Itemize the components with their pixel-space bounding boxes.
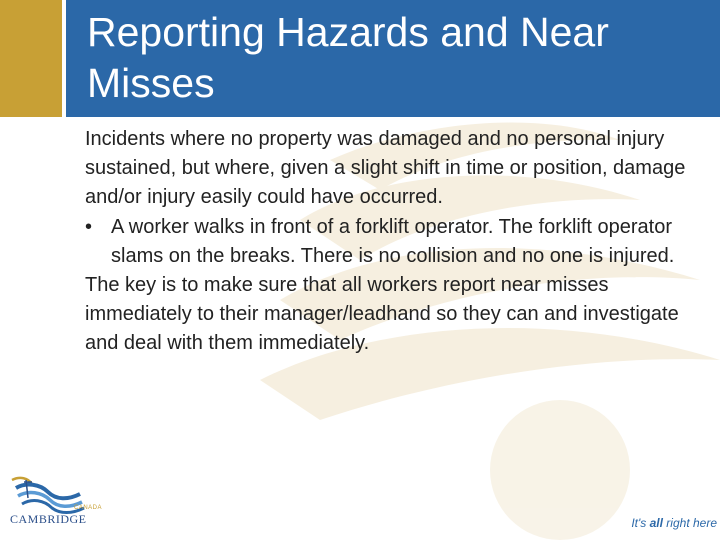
bullet-text: A worker walks in front of a forklift operator. The forklift operator slams on the breaks. There is no collision and no one is injured. [111, 215, 675, 267]
logo-wordmark: CAMBRIDGE [10, 512, 87, 526]
logo-subtitle: CANADA [74, 505, 103, 511]
intro-paragraph: Incidents where no property was damaged and no personal injury sustained, but where, given a slight shift in time or position, damage and/or injury easily could have occurred. [85, 128, 686, 209]
tagline-after: right here [662, 516, 717, 530]
closing-paragraph: The key is to make sure that all workers report near misses immediately to their manager/leadhand so they can and investigate and deal with them immediately. [85, 274, 679, 355]
tagline [631, 516, 717, 530]
slide-body [85, 125, 690, 359]
tagline-emphasis: all [649, 516, 663, 530]
bullet-icon: • [85, 215, 93, 238]
title-accent-bar [0, 0, 62, 117]
tagline-before: It's [631, 516, 650, 530]
slide-title: Reporting Hazards and Near Misses [87, 9, 609, 106]
bullet-item [85, 213, 690, 271]
